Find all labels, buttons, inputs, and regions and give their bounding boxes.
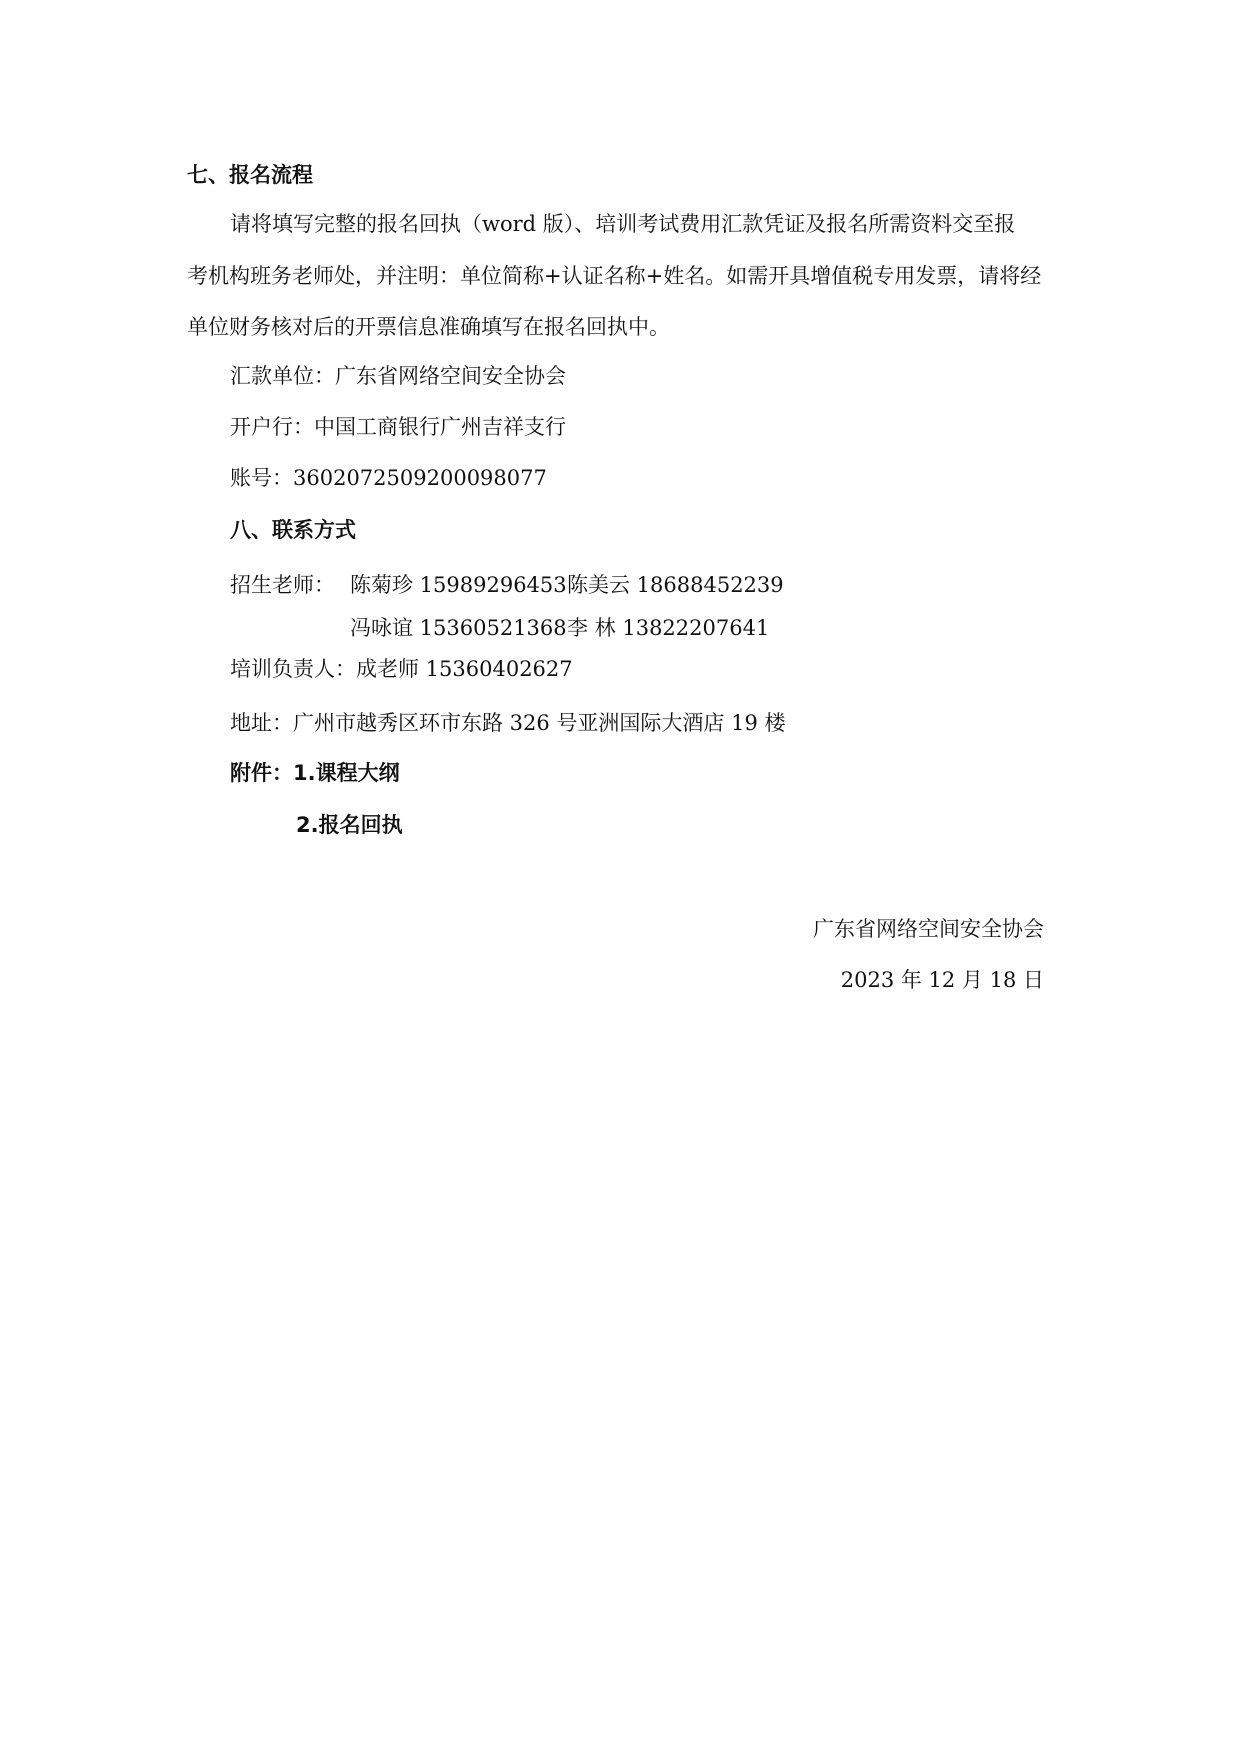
training-lead-line: 培训负责人：成老师 15360402627 [230,657,573,681]
section7-paragraph-line-3: 单位财务核对后的开票信息准确填写在报名回执中。 [187,315,670,339]
contact-li-lin: 李 林 13822207641 [567,616,770,640]
payee-line: 汇款单位：广东省网络空间安全协会 [230,364,566,388]
section7-paragraph-line-1: 请将填写完整的报名回执（word 版）、培训考试费用汇款凭证及报名所需资料交至报 [230,212,1016,236]
address-line: 地址：广州市越秀区环市东路 326 号亚洲国际大酒店 19 楼 [230,711,786,735]
attachment-item-1: 附件：1.课程大纲 [230,761,400,785]
section7-paragraph-line-2: 考机构班务老师处，并注明：单位简称+认证名称+姓名。如需开具增值税专用发票，请将经 [187,264,1042,288]
contact-chen-juzhen: 陈菊珍 15989296453 [350,573,567,597]
account-line: 账号：3602072509200098077 [230,466,547,490]
signature-org: 广东省网络空间安全协会 [813,917,1044,941]
signature-date: 2023 年 12 月 18 日 [840,968,1044,992]
bank-line: 开户行：中国工商银行广州吉祥支行 [230,415,566,439]
section8-heading: 八、联系方式 [230,518,356,542]
section7-heading: 七、报名流程 [187,163,313,187]
attachment-item-2: 2.报名回执 [296,813,403,837]
contact-feng-yongyi: 冯咏谊 15360521368 [350,616,567,640]
recruit-label: 招生老师： [230,573,335,597]
contact-chen-meiyun: 陈美云 18688452239 [567,573,784,597]
